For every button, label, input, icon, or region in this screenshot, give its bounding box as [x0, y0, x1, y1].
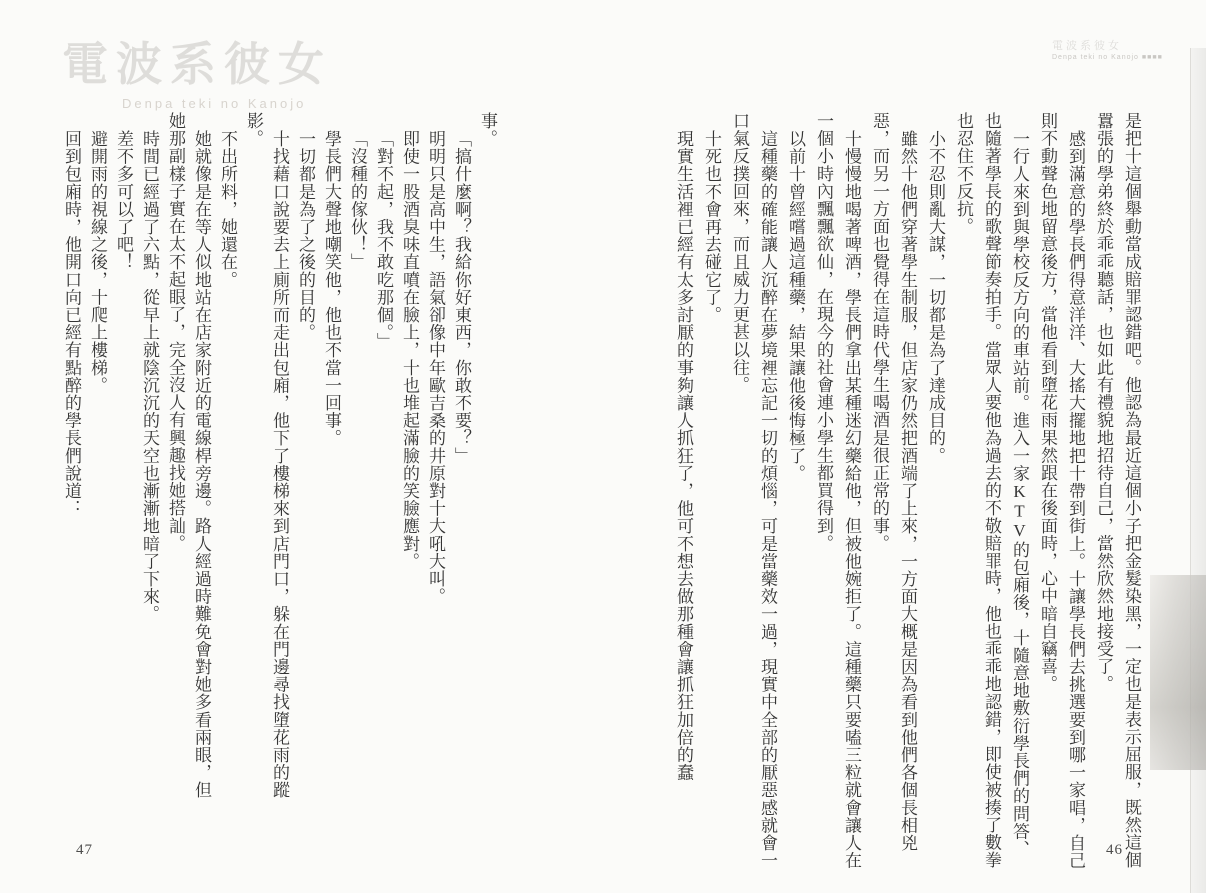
paragraph: 一行人來到與學校反方向的車站前。進入一家KTV的包廂後，十隨意地敷衍學長們的問答、也隨著學長的歌聲節奏拍手。當眾人要他為過去的不敬賠罪時，他也乖乖地認錯，即使被揍了數拳也忍住不反抗。 [954, 112, 1029, 869]
paragraph: 感到滿意的學長們得意洋洋、大搖大擺地把十帶到街上。十讓學長們去挑選要到哪一家唱，自己則不動聲色地留意後方，當他看到墮花雨果然跟在後面時，心中暗自竊喜。 [1038, 112, 1085, 869]
logo-romaji: Denpa teki no Kanojo [122, 96, 307, 111]
paragraph: 回到包廂時，他開口向已經有點醉的學長們說道： [62, 129, 81, 517]
paragraph: 一切都是為了之後的目的。 [296, 129, 315, 341]
header-watermark [1052, 40, 1163, 63]
paragraph: 十找藉口說要去上廁所而走出包廂，他下了樓梯來到店門口，躲在門邊尋找墮花雨的蹤影。 [244, 112, 289, 799]
paragraph: 差不多可以了吧！ [114, 129, 133, 271]
page-47-text [40, 112, 500, 804]
paragraph: 學長們大聲地嘲笑他，他也不當一回事。 [322, 129, 341, 447]
paragraph: 十慢慢地喝著啤酒，學長們拿出某種迷幻藥給他，但被他婉拒了。這種藥只要嗑三粒就會讓人在一個小時內飄飄欲仙，在現今的社會連小學生都買得到。 [814, 112, 861, 869]
paragraph: 不出所料，她還在。 [218, 129, 237, 288]
paragraph: 她就像是在等人似地站在店家附近的電線桿旁邊。路人經過時難免會對她多看兩眼，但她那副樣子實在太不起眼了，完全沒人有興趣找她搭訕。 [166, 112, 211, 799]
paragraph: 這種藥的確能讓人沉醉在夢境裡忘記一切的煩惱，可是當藥效一過，現實中全部的厭惡感就會一口氣反撲回來，而且威力更甚以往。 [730, 112, 777, 869]
paragraph: 小不忍則亂大謀，一切都是為了達成目的。 [926, 129, 945, 464]
paragraph: 時間已經過了六點，從早上就陰沉沉的天空也漸漸地暗了下來。 [140, 129, 159, 623]
paragraph: 十死也不會再去碰它了。 [702, 129, 721, 324]
paragraph: 是把十這個舉動當成賠罪認錯吧。他認為最近這個小子把金髮染黑，一定也是表示屈服，既然這個囂張的學弟終於乖乖聽話，也如此有禮貌地招待自己，當然欣然地接受了。 [1094, 112, 1141, 869]
page-number-47: 47 [76, 842, 93, 858]
watermark-subtitle: Denpa teki no Kanojo ■■■■ [1052, 53, 1163, 61]
edge-photo-bleed [1150, 575, 1206, 770]
paragraph: 雖然十他們穿著學生制服，但店家仍然把酒端了上來，一方面大概是因為看到他們各個長相兇惡，而另一方面也覺得在這時代學生喝酒是很正常的事。 [870, 112, 917, 852]
watermark-title: 電波系彼女 [1052, 40, 1122, 52]
paragraph: 事。 [478, 112, 497, 148]
paragraph: 避開雨的視線之後，十爬上樓梯。 [88, 129, 107, 394]
paragraph: 「搞什麼啊？我給你好東西，你敢不要？」 [452, 129, 471, 464]
paragraph: 明明只是高中生，語氣卻像中年歐吉桑的井原對十大吼大叫。 [426, 129, 445, 605]
paragraph: 即使一股酒臭味直噴在臉上，十也堆起滿臉的笑臉應對。 [400, 129, 419, 570]
paragraph: 以前十曾經嚐過這種藥，結果讓他後悔極了。 [786, 129, 805, 482]
page-number-46: 46 [1106, 842, 1123, 858]
paragraph: 「沒種的傢伙！」 [348, 129, 367, 271]
paragraph: 現實生活裡已經有太多討厭的事夠讓人抓狂了，他可不想去做那種會讓抓狂加倍的蠢 [674, 129, 693, 781]
book-logo [62, 28, 332, 111]
paragraph: 「對不起，我不敢吃那個。」 [374, 129, 393, 350]
logo-title: 電波系彼女 [62, 38, 332, 90]
page-46-text [645, 112, 1145, 874]
